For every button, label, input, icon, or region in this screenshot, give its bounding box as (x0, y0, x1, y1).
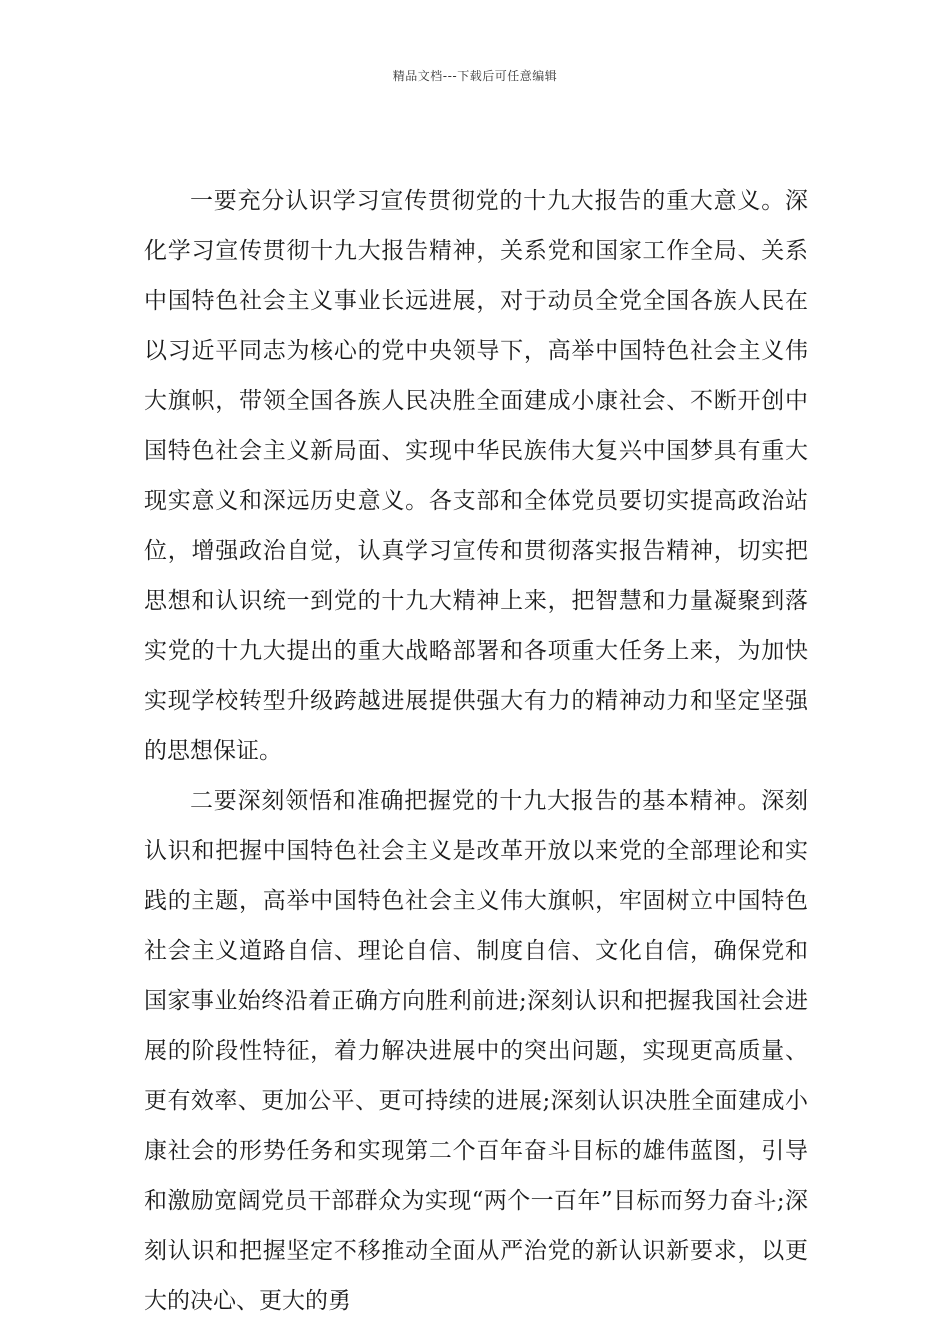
document-body (144, 176, 808, 1326)
paragraph-1: 一要充分认识学习宣传贯彻党的十九大报告的重大意义。深化学习宣传贯彻十九大报告精神，关系党和国家工作全局、关系中国特色社会主义事业长远进展，对于动员全党全国各族人民在以习近平同志为核心的党中央领导下，高举中国特色社会主义伟大旗帜，带领全国各族人民决胜全面建成小康社会、不断开创中国特色社会主义新局面、实现中华民族伟大复兴中国梦具有重大现实意义和深远历史意义。各支部和全体党员要切实提高政治站位，增强政治自觉，认真学习宣传和贯彻落实报告精神，切实把思想和认识统一到党的十九大精神上来，把智慧和力量凝聚到落实党的十九大提出的重大战略部署和各项重大任务上来，为加快实现学校转型升级跨越进展提供强大有力的精神动力和坚定坚强的思想保证。 (144, 188, 808, 764)
page-header: 精品文档---下载后可任意编辑 (392, 69, 558, 83)
paragraph-2: 二要深刻领悟和准确把握党的十九大报告的基本精神。深刻认识和把握中国特色社会主义是改革开放以来党的全部理论和实践的主题，高举中国特色社会主义伟大旗帜，牢固树立中国特色社会主义道路自信、理论自信、制度自信、文化自信，确保党和国家事业始终沿着正确方向胜利前进;深刻认识和把握我国社会进展的阶段性特征，着力解决进展中的突出问题，实现更高质量、更有效率、更加公平、更可持续的进展;深刻认识决胜全面建成小康社会的形势任务和实现第二个百年奋斗目标的雄伟蓝图，引导和激励宽阔党员干部群众为实现“两个一百年”目标而努力奋斗;深刻认识和把握坚定不移推动全面从严治党的新认识新要求，以更大的决心、更大的勇 (144, 788, 808, 1314)
